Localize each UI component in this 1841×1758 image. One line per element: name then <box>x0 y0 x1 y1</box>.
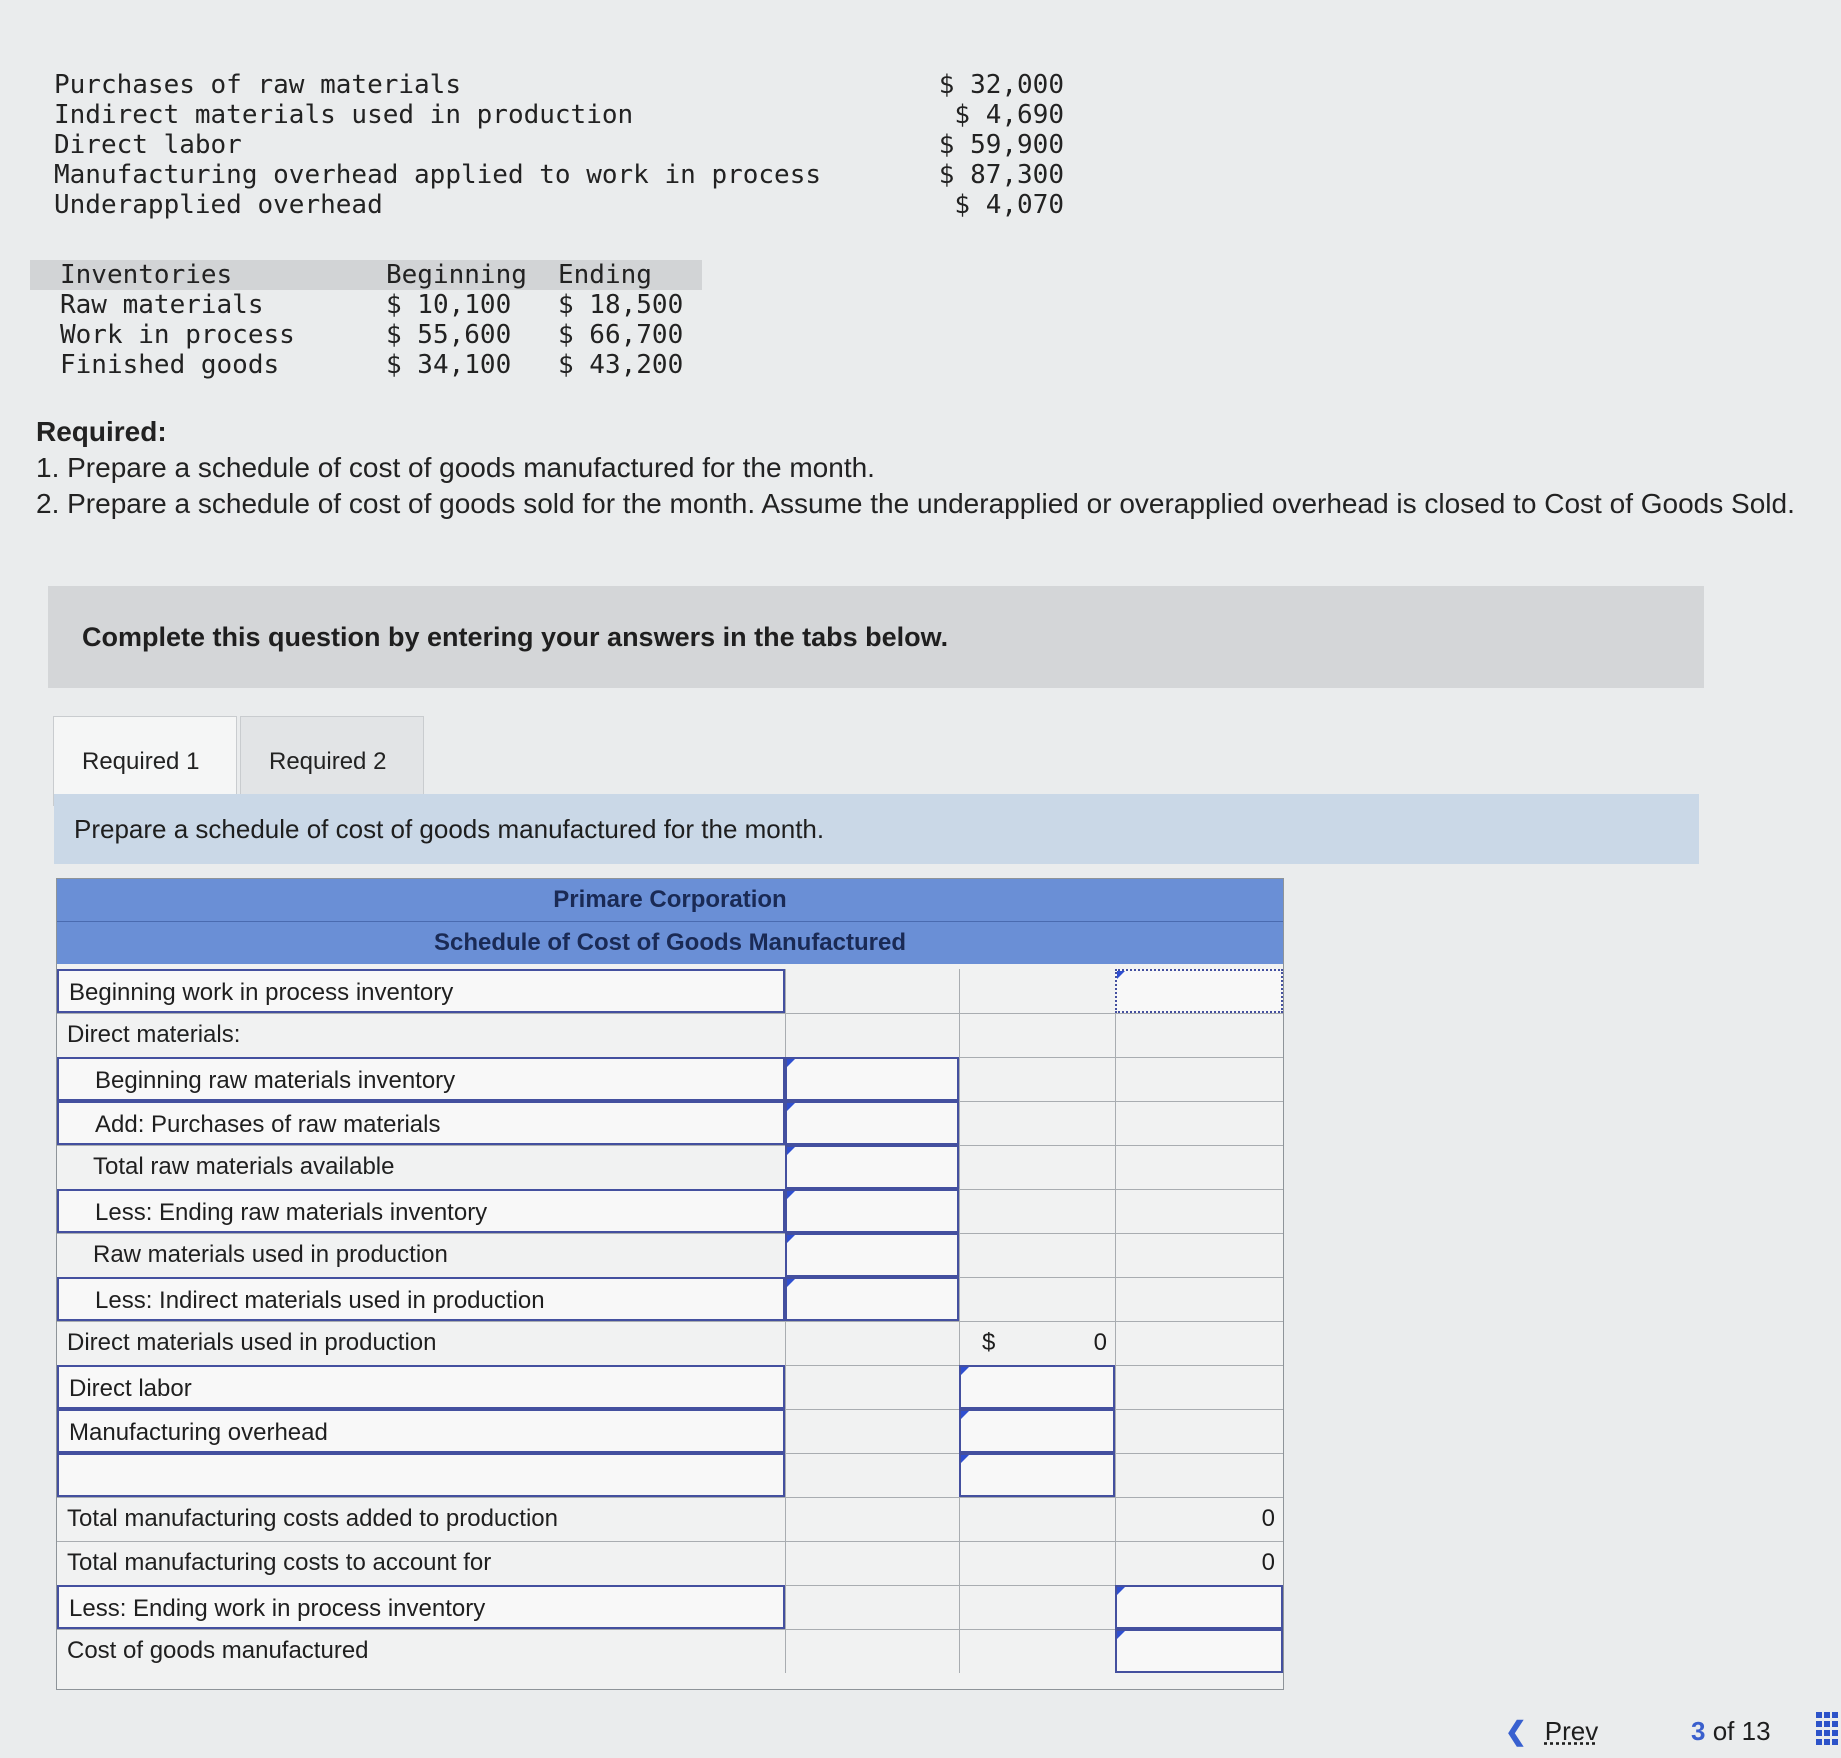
tab-required-2[interactable]: Required 2 <box>240 716 424 806</box>
given-amount: $ 32,000 <box>938 70 1064 100</box>
row-label: Total raw materials available <box>93 1153 395 1180</box>
inventories-row <box>30 320 702 350</box>
computed-value: 0 <box>1261 1549 1275 1576</box>
amount-cell <box>1115 1189 1283 1233</box>
given-row <box>54 70 1064 100</box>
schedule-row <box>57 1057 1283 1102</box>
amount-input[interactable] <box>959 1409 1115 1453</box>
amount-cell <box>959 1629 1115 1673</box>
row-label: Direct materials used in production <box>67 1329 437 1356</box>
schedule-row <box>57 1145 1283 1190</box>
row-label-input[interactable]: Manufacturing overhead <box>57 1409 785 1453</box>
given-label: Manufacturing overhead applied to work in process <box>54 160 822 190</box>
computed-amount-cell <box>1115 1541 1283 1585</box>
computed-value: 0 <box>1093 1329 1107 1356</box>
schedule-row <box>57 1541 1283 1586</box>
schedule-title: Schedule of Cost of Goods Manufactured <box>57 921 1283 964</box>
amount-cell <box>785 1409 959 1453</box>
amount-cell <box>959 1585 1115 1629</box>
amount-cell <box>959 969 1115 1013</box>
inventory-ending: $ 66,700 <box>558 320 684 350</box>
inventory-name: Raw materials <box>60 290 264 320</box>
amount-cell <box>959 1189 1115 1233</box>
inventory-name: Work in process <box>60 320 295 350</box>
amount-cell <box>785 1453 959 1497</box>
inventories-row <box>30 350 702 380</box>
amount-input[interactable] <box>785 1101 959 1145</box>
tab-prompt-banner <box>54 794 1699 864</box>
inventory-beginning: $ 10,100 <box>386 290 512 320</box>
given-amount: $ 87,300 <box>938 160 1064 190</box>
inventories-table <box>30 260 702 380</box>
question-grid-icon[interactable] <box>1816 1712 1838 1746</box>
row-label-input[interactable] <box>57 1453 785 1497</box>
inventory-ending: $ 18,500 <box>558 290 684 320</box>
inventory-beginning: $ 55,600 <box>386 320 512 350</box>
schedule-row <box>57 1629 1283 1673</box>
schedule-row <box>57 1321 1283 1366</box>
amount-cell <box>785 1541 959 1585</box>
amount-cell <box>785 1585 959 1629</box>
amount-cell <box>1115 1409 1283 1453</box>
amount-cell <box>959 1145 1115 1189</box>
amount-input[interactable] <box>959 1453 1115 1497</box>
amount-cell <box>1115 1013 1283 1057</box>
prev-button[interactable] <box>1505 1716 1625 1747</box>
row-label-input[interactable]: Add: Purchases of raw materials <box>57 1101 785 1145</box>
schedule-row <box>57 1101 1283 1146</box>
inventory-ending: $ 43,200 <box>558 350 684 380</box>
schedule-row <box>57 1497 1283 1542</box>
computed-amount-cell <box>1115 1497 1283 1541</box>
row-label-input[interactable]: Less: Ending work in process inventory <box>57 1585 785 1629</box>
schedule-row <box>57 1409 1283 1454</box>
beginning-header: Beginning <box>386 260 527 290</box>
amount-cell <box>959 1233 1115 1277</box>
amount-cell <box>785 1497 959 1541</box>
tab-required-1[interactable]: Required 1 <box>53 716 237 806</box>
given-row <box>54 190 1064 220</box>
row-label-input[interactable]: Less: Ending raw materials inventory <box>57 1189 785 1233</box>
amount-cell <box>1115 1233 1283 1277</box>
row-label-input[interactable]: Less: Indirect materials used in production <box>57 1277 785 1321</box>
row-label-input[interactable]: Beginning work in process inventory <box>57 969 785 1013</box>
given-row <box>54 100 1064 130</box>
amount-cell <box>785 969 959 1013</box>
given-label: Purchases of raw materials <box>54 70 461 100</box>
schedule-company-name: Primare Corporation <box>57 879 1283 921</box>
amount-input[interactable] <box>785 1189 959 1233</box>
row-label: Direct materials: <box>67 1021 241 1048</box>
amount-cell <box>959 1277 1115 1321</box>
schedule-row <box>57 1189 1283 1234</box>
amount-cell <box>1115 1145 1283 1189</box>
amount-cell <box>959 1497 1115 1541</box>
ending-header: Ending <box>558 260 652 290</box>
row-label: Total manufacturing costs to account for <box>67 1549 492 1576</box>
amount-cell <box>1115 1453 1283 1497</box>
amount-cell <box>959 1013 1115 1057</box>
amount-cell <box>959 1057 1115 1101</box>
required-title: Required: <box>36 416 167 447</box>
tab-prompt-text: Prepare a schedule of cost of goods manufactured for the month. <box>74 814 825 844</box>
given-amount: $ 4,690 <box>954 100 1064 130</box>
given-label: Underapplied overhead <box>54 190 383 220</box>
amount-cell <box>785 1013 959 1057</box>
computed-value: 0 <box>1261 1505 1275 1532</box>
inventories-row <box>30 290 702 320</box>
chevron-left-icon: ❮ <box>1505 1716 1527 1746</box>
amount-cell <box>1115 1101 1283 1145</box>
row-label: Raw materials used in production <box>93 1241 448 1268</box>
inventories-header-row <box>30 260 702 290</box>
given-data-list <box>54 70 1064 220</box>
given-amount: $ 59,900 <box>938 130 1064 160</box>
page-indicator <box>1691 1716 1771 1747</box>
schedule-row <box>57 1453 1283 1498</box>
schedule-row <box>57 1233 1283 1278</box>
amount-cell <box>959 1101 1115 1145</box>
inventory-name: Finished goods <box>60 350 280 380</box>
amount-input[interactable] <box>1115 1585 1283 1629</box>
amount-cell <box>959 1541 1115 1585</box>
amount-cell <box>1115 1321 1283 1365</box>
instruction-banner <box>48 586 1704 688</box>
amount-input[interactable] <box>785 1145 959 1189</box>
amount-input[interactable] <box>785 1233 959 1277</box>
amount-cell <box>785 1321 959 1365</box>
amount-input[interactable] <box>785 1057 959 1101</box>
row-label: Cost of goods manufactured <box>67 1637 369 1664</box>
schedule-row <box>57 1585 1283 1630</box>
required-item-2: 2. Prepare a schedule of cost of goods sold for the month. Assume the underapplied or overapplied overhead is closed to Cost of Goods Sold. <box>36 488 1795 519</box>
given-amount: $ 4,070 <box>954 190 1064 220</box>
amount-cell <box>1115 1365 1283 1409</box>
given-label: Direct labor <box>54 130 242 160</box>
amount-input[interactable] <box>1115 1629 1283 1673</box>
row-label-input[interactable]: Beginning raw materials inventory <box>57 1057 785 1101</box>
instruction-text: Complete this question by entering your answers in the tabs below. <box>82 622 949 652</box>
row-label: Total manufacturing costs added to production <box>67 1505 558 1532</box>
row-label-input[interactable]: Direct labor <box>57 1365 785 1409</box>
given-label: Indirect materials used in production <box>54 100 634 130</box>
amount-input[interactable] <box>959 1365 1115 1409</box>
cogm-schedule <box>56 878 1284 1690</box>
schedule-row <box>57 1365 1283 1410</box>
current-page: 3 <box>1691 1716 1706 1746</box>
schedule-row <box>57 969 1283 1014</box>
inventory-beginning: $ 34,100 <box>386 350 512 380</box>
given-row <box>54 160 1064 190</box>
required-section <box>36 414 1816 522</box>
required-item-1: 1. Prepare a schedule of cost of goods manufactured for the month. <box>36 452 875 483</box>
schedule-row <box>57 1013 1283 1058</box>
computed-amount-cell <box>959 1321 1115 1365</box>
currency-symbol: $ <box>982 1329 996 1356</box>
prev-label: Prev <box>1544 1716 1599 1746</box>
amount-cell <box>1115 1057 1283 1101</box>
inventories-header: Inventories <box>60 260 233 290</box>
amount-cell <box>1115 1277 1283 1321</box>
amount-cell <box>785 1365 959 1409</box>
schedule-row <box>57 1277 1283 1322</box>
amount-input[interactable] <box>785 1277 959 1321</box>
page-total: of 13 <box>1712 1716 1771 1746</box>
amount-input[interactable] <box>1115 969 1283 1013</box>
amount-cell <box>785 1629 959 1673</box>
given-row <box>54 130 1064 160</box>
